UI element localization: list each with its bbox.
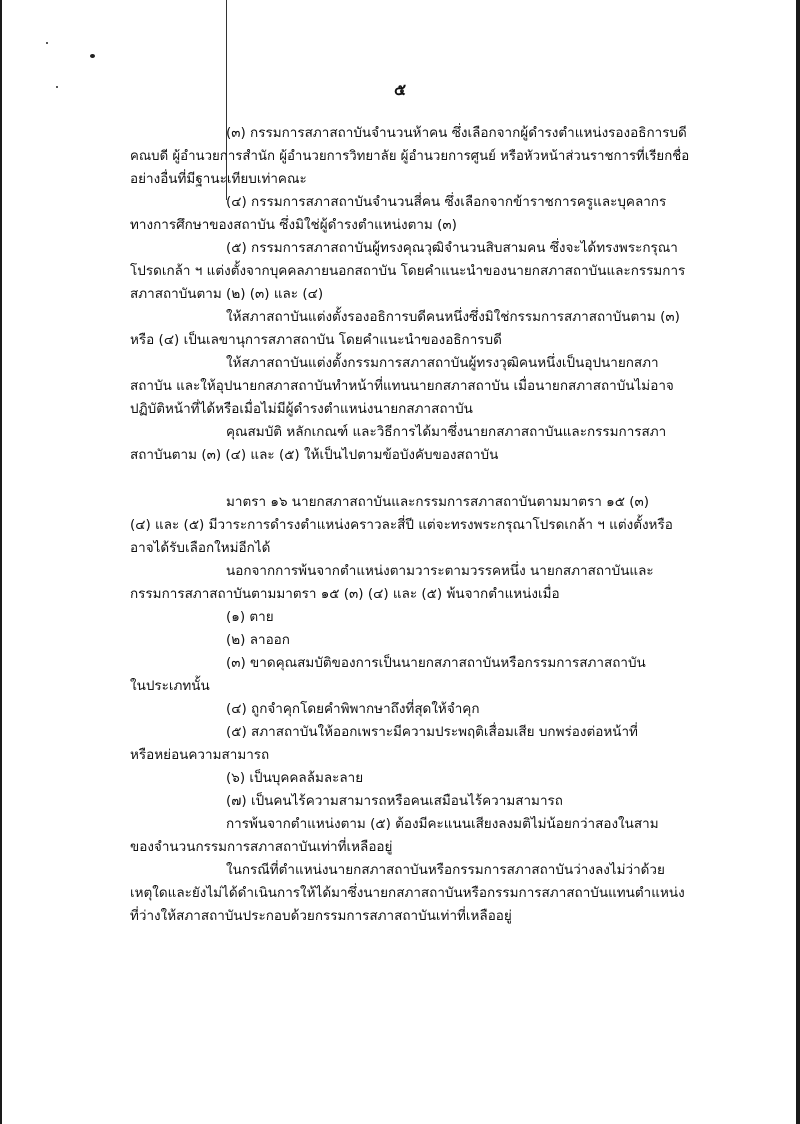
text-line: (๓) ขาดคุณสมบัติของการเป็นนายกสภาสถาบันหรือกรรมการสภาสถาบัน (226, 655, 646, 671)
paragraph (130, 813, 698, 859)
text-line: สภาสถาบันตาม (๒) (๓) และ (๔) (130, 286, 324, 302)
text-line: ให้สภาสถาบันแต่งตั้งกรรมการสภาสถาบันผู้ทรงวุฒิคนหนึ่งเป็นอุปนายกสภา (226, 355, 659, 371)
document-body (130, 122, 698, 928)
scan-speck (90, 54, 95, 58)
paragraph (130, 629, 698, 652)
paragraph (130, 306, 698, 352)
text-line: ทางการศึกษาของสถาบัน ซึ่งมิใช่ผู้ดำรงตำแหน่งตาม (๓) (130, 217, 457, 233)
text-line: (๔) กรรมการสภาสถาบันจำนวนสี่คน ซึ่งเลือกจากข้าราชการครูและบุคลากร (226, 194, 667, 210)
text-line: (๗) เป็นคนไร้ความสามารถหรือคนเสมือนไร้ความสามารถ (226, 793, 563, 809)
scan-speck (46, 42, 48, 44)
text-line: ในกรณีที่ตำแหน่งนายกสภาสถาบันหรือกรรมการสภาสถาบันว่างลงไม่ว่าด้วย (226, 862, 665, 878)
text-line: โปรดเกล้า ฯ แต่งตั้งจากบุคคลภายนอกสถาบัน โดยคำแนะนำของนายกสภาสถาบันและกรรมการ (130, 263, 686, 279)
text-line: (๑) ตาย (226, 609, 274, 625)
text-line: มาตรา ๑๖ นายกสภาสถาบันและกรรมการสภาสถาบันตามมาตรา ๑๕ (๓) (226, 494, 649, 510)
text-line: สถาบันตาม (๓) (๔) และ (๕) ให้เป็นไปตามข้อบังคับของสถาบัน (130, 447, 499, 463)
paragraph (130, 191, 698, 237)
text-line: คณบดี ผู้อำนวยการสำนัก ผู้อำนวยการวิทยาลัย ผู้อำนวยการศูนย์ หรือหัวหน้าส่วนราชการที่เรียกชื่อ (130, 149, 690, 164)
text-line: อย่างอื่นที่มีฐานะเทียบเท่าคณะ (130, 171, 307, 187)
text-line: (๕) กรรมการสภาสถาบันผู้ทรงคุณวุฒิจำนวนสิบสามคน ซึ่งจะได้ทรงพระกรุณา (226, 240, 678, 256)
paragraph (130, 859, 698, 928)
text-line: นอกจากการพ้นจากตำแหน่งตามวาระตามวรรคหนึ่ง นายกสภาสถาบันและ (226, 563, 654, 579)
text-line: (๔) และ (๕) มีวาระการดำรงตำแหน่งคราวละสี่ปี แต่จะทรงพระกรุณาโปรดเกล้า ฯ แต่งตั้งหรือ (130, 517, 673, 533)
text-line: ของจำนวนกรรมการสภาสถาบันเท่าที่เหลืออยู่ (130, 839, 393, 855)
scan-edge-right (796, 0, 800, 1124)
text-line: เหตุใดและยังไม่ได้ดำเนินการให้ได้มาซึ่งนายกสภาสถาบันหรือกรรมการสภาสถาบันแทนตำแหน่ง (130, 885, 685, 901)
paragraph (130, 421, 698, 467)
text-line: ที่ว่างให้สภาสถาบันประกอบด้วยกรรมการสภาสถาบันเท่าที่เหลืออยู่ (130, 908, 512, 924)
text-line: หรือหย่อนความสามารถ (130, 747, 270, 763)
paragraph (130, 698, 698, 721)
text-line: (๓) กรรมการสภาสถาบันจำนวนห้าคน ซึ่งเลือกจากผู้ดำรงตำแหน่งรองอธิการบดี (226, 125, 687, 141)
text-line: (๒) ลาออก (226, 632, 290, 648)
text-line: อาจได้รับเลือกใหม่อีกได้ (130, 540, 271, 556)
paragraph (130, 237, 698, 306)
paragraph (130, 352, 698, 421)
text-line: หรือ (๔) เป็นเลขานุการสภาสถาบัน โดยคำแนะนำของอธิการบดี (130, 332, 502, 348)
paragraph (130, 790, 698, 813)
text-line: สถาบัน และให้อุปนายกสภาสถาบันทำหน้าที่แทนนายกสภาสถาบัน เมื่อนายกสภาสถาบันไม่อาจ (130, 378, 674, 394)
paragraph (130, 721, 698, 767)
text-line: ในประเภทนั้น (130, 678, 210, 694)
text-line: (๔) ถูกจำคุกโดยคำพิพากษาถึงที่สุดให้จำคุก (226, 701, 480, 717)
page-number: ๕ (393, 80, 407, 99)
text-line: การพ้นจากตำแหน่งตาม (๕) ต้องมีคะแนนเสียงลงมติไม่น้อยกว่าสองในสาม (226, 816, 659, 832)
paragraph (130, 767, 698, 790)
paragraph (130, 122, 698, 191)
paragraph (130, 560, 698, 606)
paragraph (130, 491, 698, 560)
paragraph-gap (130, 467, 698, 491)
text-line: (๕) สภาสถาบันให้ออกเพราะมีความประพฤติเสื่อมเสีย บกพร่องต่อหน้าที่ (226, 724, 638, 740)
scan-edge-left (0, 0, 2, 1124)
text-line: กรรมการสภาสถาบันตามมาตรา ๑๕ (๓) (๔) และ (๕) พ้นจากตำแหน่งเมื่อ (130, 586, 560, 602)
paragraph (130, 652, 698, 698)
text-line: ปฏิบัติหน้าที่ได้หรือเมื่อไม่มีผู้ดำรงตำแหน่งนายกสภาสถาบัน (130, 401, 473, 417)
text-line: คุณสมบัติ หลักเกณฑ์ และวิธีการได้มาซึ่งนายกสภาสถาบันและกรรมการสภา (226, 424, 667, 440)
text-line: ให้สภาสถาบันแต่งตั้งรองอธิการบดีคนหนึ่งซึ่งมิใช่กรรมการสภาสถาบันตาม (๓) (226, 309, 680, 325)
text-line: (๖) เป็นบุคคลล้มละลาย (226, 770, 364, 786)
paragraph (130, 606, 698, 629)
